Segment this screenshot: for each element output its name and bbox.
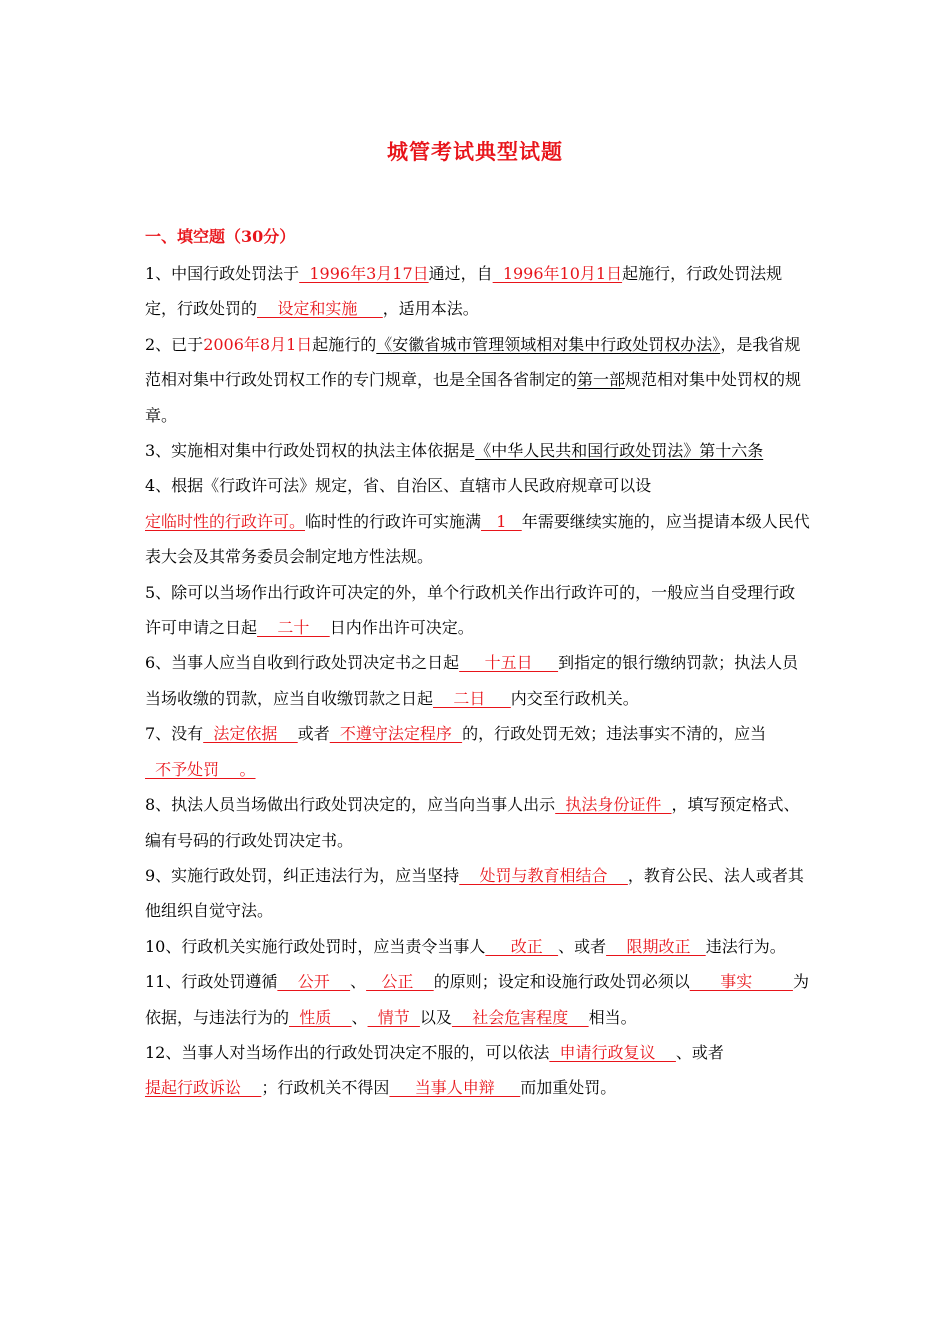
question-text: 的，行政处罚无效；违法事实不清的，应当 xyxy=(462,724,767,744)
answer-blank: 1996年10月1日 xyxy=(492,264,623,283)
question-text: 3、实施相对集中行政处罚权的执法主体依据是 xyxy=(145,441,476,461)
question-text: 、 xyxy=(350,972,367,992)
answer-blank: 限期改正 xyxy=(606,936,706,956)
section-heading: 一、填空题（30分） xyxy=(145,227,296,246)
question-text: ；行政机关不得因 xyxy=(261,1078,390,1098)
question-text: 2、已于 xyxy=(145,334,204,354)
answer-blank: 公开 xyxy=(277,972,351,992)
question-text: ，填写预定格式、编有号码的行政处罚决定书。 xyxy=(145,795,800,850)
question-text: 规范相对集中处罚权的规章。 xyxy=(145,370,802,425)
question-text: 内交至行政机关。 xyxy=(510,688,639,708)
question-text: 9、实施行政处罚，纠正违法行为，应当坚持 xyxy=(145,865,460,885)
question-text: 起施行的 xyxy=(312,334,377,354)
question-text: 或者 xyxy=(297,724,330,744)
question-6 xyxy=(145,645,810,716)
answer-blank: 执法身份证件 xyxy=(555,795,672,815)
question-text: 12、当事人对当场作出的行政处罚决定不服的，可以依法 xyxy=(145,1042,550,1062)
question-text: 违法行为。 xyxy=(705,936,786,956)
question-11 xyxy=(145,964,810,1035)
question-text: 2006年8月1日 xyxy=(203,334,313,354)
answer-blank: 法定依据 xyxy=(203,724,298,744)
question-text: 相当。 xyxy=(588,1007,637,1027)
question-9 xyxy=(145,858,810,929)
question-text: 、 xyxy=(351,1007,368,1027)
question-text: 1、中国行政处罚法于 xyxy=(145,264,300,283)
question-text: ，是我省规范相对集中行政处罚权工作的专门规章，也是全国各省制定的 xyxy=(145,334,801,390)
question-text: 年需要继续实施的，应当提请本级人民代表大会及其常务委员会制定地方性法规。 xyxy=(145,511,810,567)
answer-blank: 申请行政复议 xyxy=(549,1042,676,1062)
answer-blank: 定临时性的行政许可。 xyxy=(145,511,306,531)
answer-blank: 不予处罚 。 xyxy=(145,759,256,779)
answer-blank: 情节 xyxy=(367,1007,420,1027)
answer-blank: 当事人申辩 xyxy=(389,1078,521,1098)
answer-blank: 改正 xyxy=(485,936,559,956)
question-text: 日内作出许可决定。 xyxy=(329,618,474,638)
answer-blank: 1996年3月17日 xyxy=(299,264,429,283)
question-text: 到指定的银行缴纳罚款；执法人员当场收缴的罚款，应当自收缴罚款之日起 xyxy=(145,653,799,708)
answer-blank: 《中华人民共和国行政处罚法》第十六条 xyxy=(475,441,764,461)
question-text: 、或者 xyxy=(558,936,607,956)
answer-blank: 性质 xyxy=(289,1007,352,1027)
question-text: 起施行，行政处罚法规定，行政处罚的 xyxy=(145,264,783,319)
answer-blank: 公正 xyxy=(366,972,434,992)
answer-blank: 十五日 xyxy=(459,653,559,673)
question-text: 7、没有 xyxy=(145,724,204,744)
question-text: 11、行政处罚遵循 xyxy=(145,972,278,992)
question-2 xyxy=(145,327,810,433)
answer-blank: 处罚与教育相结合 xyxy=(459,865,628,885)
question-4 xyxy=(145,468,810,574)
question-text: ，教育公民、法人或者其他组织自觉守法。 xyxy=(145,865,804,921)
question-text: 10、行政机关实施行政处罚时，应当责令当事人 xyxy=(145,936,486,956)
answer-blank: 设定和实施 xyxy=(257,299,383,319)
question-5 xyxy=(145,575,810,646)
question-12 xyxy=(145,1035,810,1106)
question-text: 临时性的行政许可实施满 xyxy=(305,511,482,531)
question-text: 8、执法人员当场做出行政处罚决定的，应当向当事人出示 xyxy=(145,795,556,815)
answer-blank: 社会危害程度 xyxy=(451,1007,589,1027)
question-10 xyxy=(145,929,810,964)
question-text: 通过，自 xyxy=(428,264,493,283)
document-title: 城管考试典型试题 xyxy=(387,139,563,164)
answer-blank: 事实 xyxy=(689,972,793,992)
question-text: ，适用本法。 xyxy=(382,299,479,319)
answer-blank: 不遵守法定程序 xyxy=(329,724,463,744)
answer-blank: 1 xyxy=(481,511,522,531)
question-text: 以及 xyxy=(419,1007,452,1027)
answer-blank: 二日 xyxy=(433,688,511,708)
question-1 xyxy=(145,256,810,327)
question-3 xyxy=(145,433,810,468)
answer-blank: 第一部 xyxy=(577,370,626,390)
question-7 xyxy=(145,716,810,787)
question-text: 5、除可以当场作出行政许可决定的外，单个行政机关作出行政许可的，一般应当自受理行政许可申请之日起 xyxy=(145,582,796,638)
question-text: 的原则；设定和设施行政处罚必须以 xyxy=(433,972,690,992)
question-text: 4、根据《行政许可法》规定，省、自治区、直辖市人民政府规章可以设 xyxy=(145,476,652,496)
question-text: 、或者 xyxy=(675,1042,724,1062)
question-text: 6、当事人应当自收到行政处罚决定书之日起 xyxy=(145,653,460,673)
answer-blank: 二十 xyxy=(257,618,330,638)
question-8 xyxy=(145,787,810,858)
answer-blank: 《安徽省城市管理领域相对集中行政处罚权办法》 xyxy=(376,334,721,354)
question-text: 为依据，与违法行为的 xyxy=(145,972,809,1027)
question-text: 而加重处罚。 xyxy=(520,1078,617,1098)
question-list xyxy=(145,256,810,1106)
answer-blank: 提起行政诉讼 xyxy=(145,1078,262,1098)
